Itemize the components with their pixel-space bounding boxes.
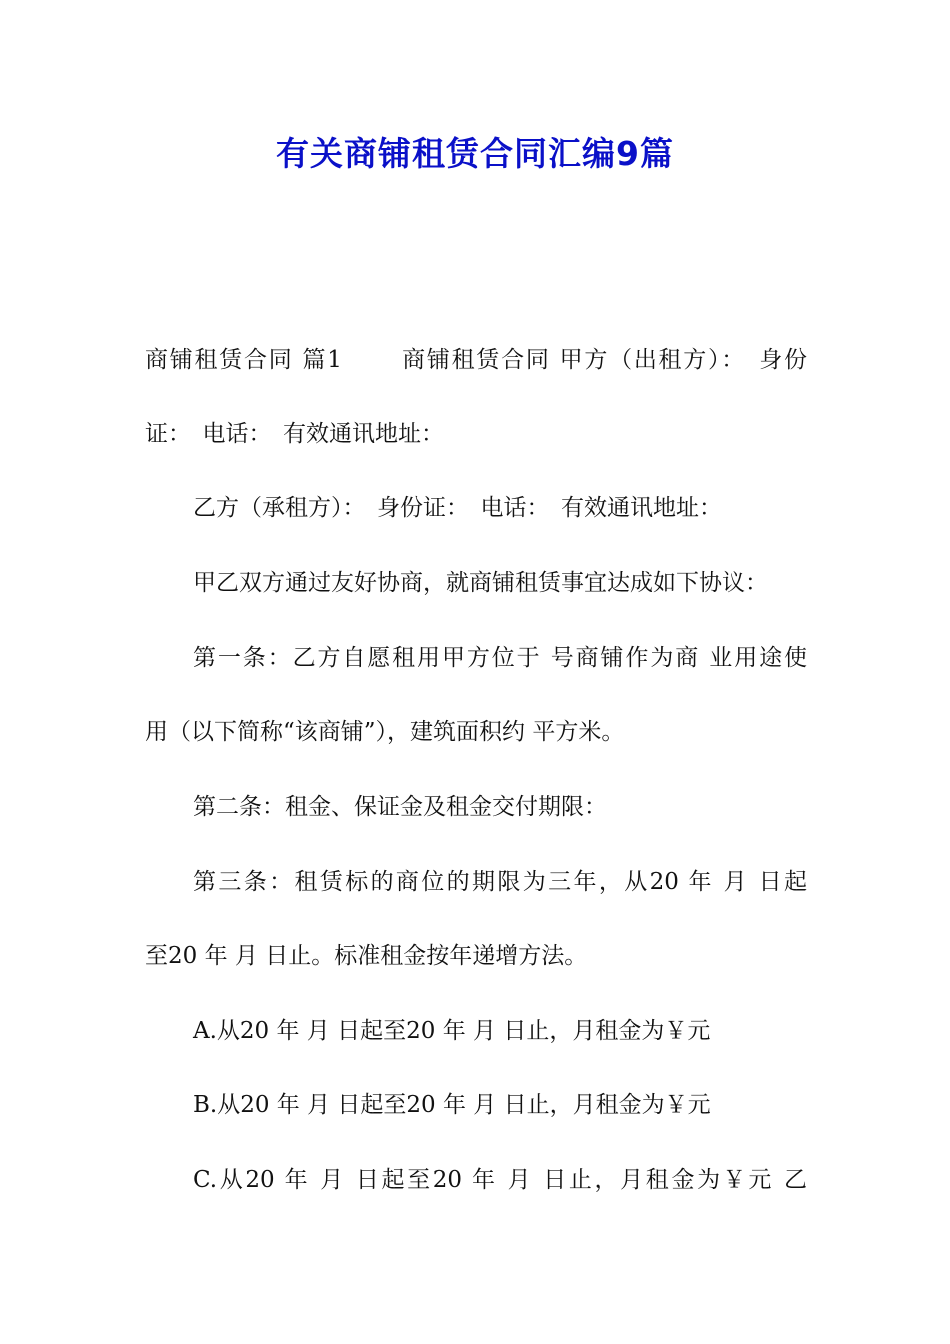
paragraph-line: 第二条：租金、保证金及租金交付期限： [193,794,607,820]
paragraph-line: 第一条：乙方自愿租用甲方位于 号商铺作为商 业用途使 [193,645,807,671]
paragraph-line: 甲乙双方通过友好协商，就商铺租赁事宜达成如下协议： [193,570,768,596]
paragraph-line: 至20 年 月 日止。标准租金按年递增方法。 [145,943,588,969]
paragraph-line: C.从20 年 月 日起至20 年 月 日止，月租金为￥元 乙 [193,1167,807,1193]
paragraph-line: A.从20 年 月 日起至20 年 月 日止，月租金为￥元 [193,1018,711,1044]
paragraph-line: 证： 电话： 有效通讯地址： [145,421,444,447]
paragraph-line: 商铺租赁合同 篇1 商铺租赁合同 甲方（出租方）： 身份 [145,347,807,373]
document-title: 有关商铺租赁合同汇编9篇 [276,134,674,173]
paragraph-line: 第三条：租赁标的商位的期限为三年，从20 年 月 日起 [193,869,807,895]
paragraph-line: 乙方（承租方）： 身份证： 电话： 有效通讯地址： [193,495,722,521]
paragraph-line: B.从20 年 月 日起至20 年 月 日止，月租金为￥元 [193,1092,711,1118]
paragraph-line: 用（以下简称“该商铺”），建筑面积约 平方米。 [145,719,625,745]
